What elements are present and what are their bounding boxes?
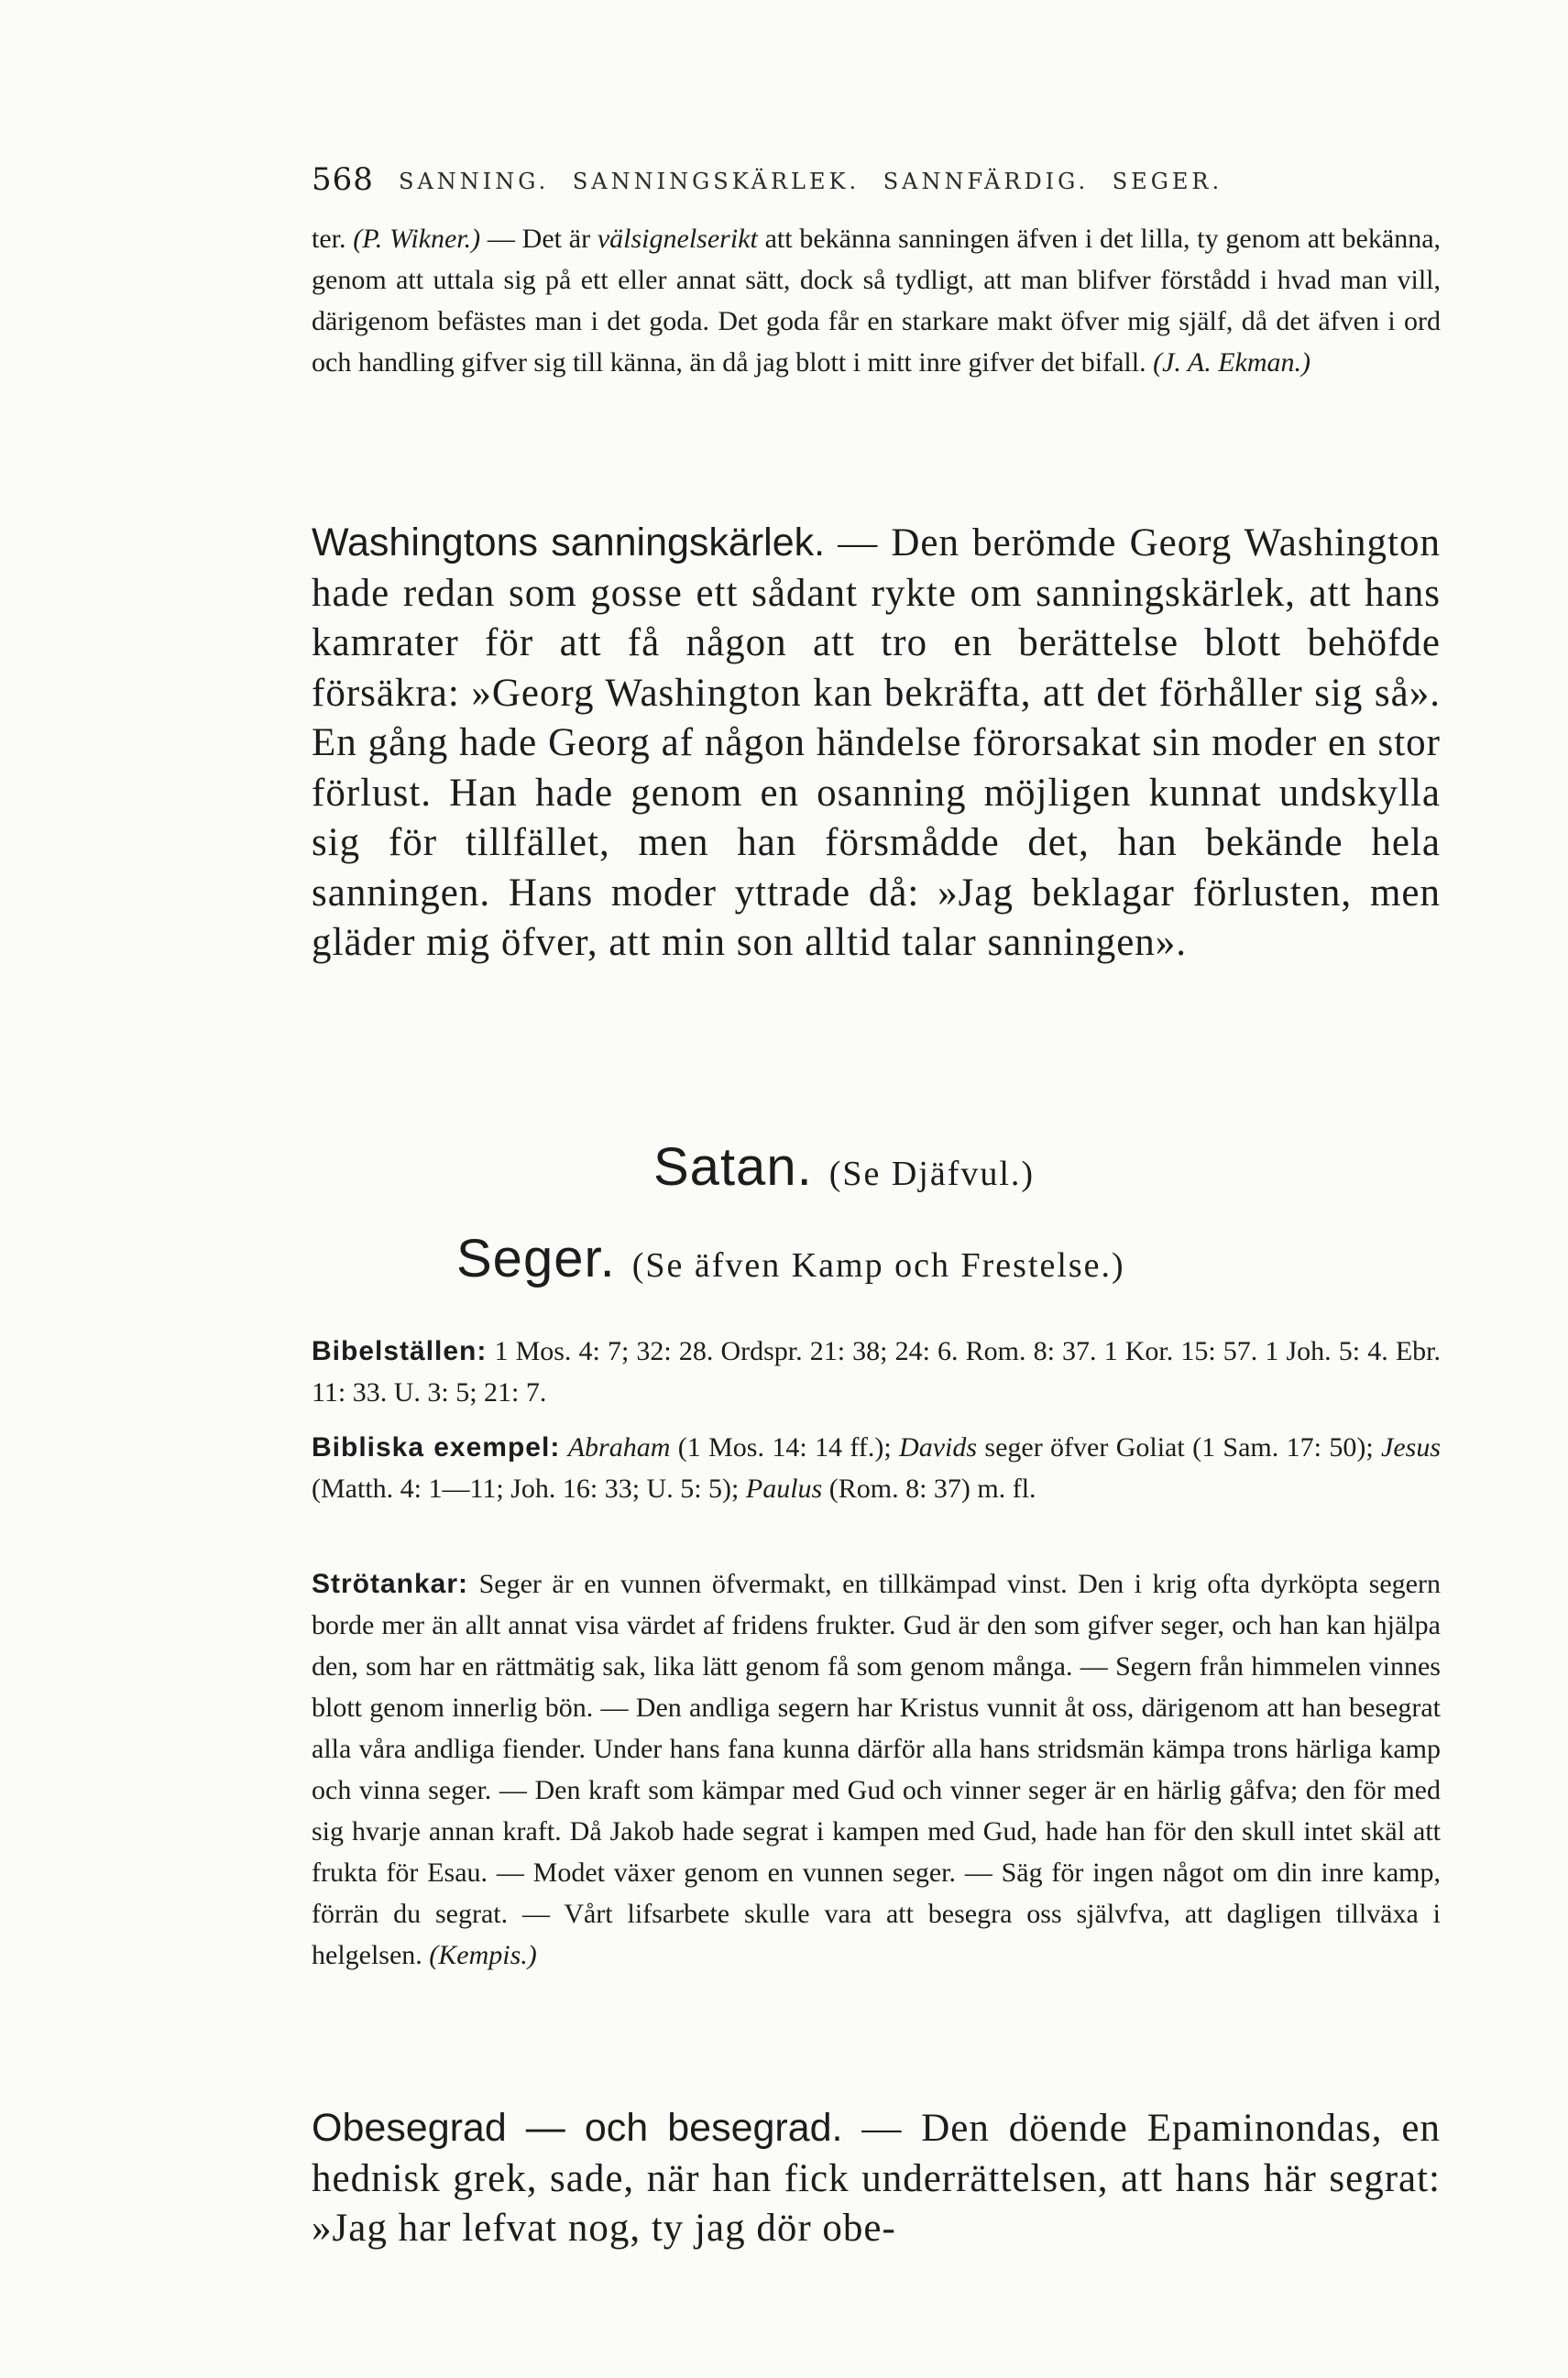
strotankar-label: Strötankar:: [312, 1569, 469, 1599]
strotankar-text: Seger är en vunnen öfvermakt, en tillkämpad vinst. Den i krig ofta dyrköpta segern borde mer än allt annat visa värdet af fridens frukter. Gud är den som gifver seger, och han kan hjälpa den, som har en rättmätig sak, lika lätt genom få som genom många. — Segern från himmelen vinnes blott genom innerlig bön. — Den andliga segern har Kristus vunnit åt oss, därigenom att han besegrat alla våra andliga fiender. Under hans fana kunna därför alla hans stridsmän kämpa trons härliga kamp och vinna seger. — Den kraft som kämpar med Gud och vinner seger är en härlig gåfva; den för med sig hvarje annan kraft. Då Jakob hade segrat i kampen med Gud, hade han för den skull intet skäl att frukta för Esau. — Modet växer genom en vunnen seger. — Säg för ingen något om din inre kamp, förrän du segrat. — Vårt lifsarbete skulle vara att besegra oss självfva, att dagligen tillväxa i helgelsen.: [312, 1569, 1441, 1970]
bibelstallen-paragraph: [312, 1331, 1441, 1413]
emphasized-word: välsignelserikt: [597, 224, 758, 254]
example-text-1: (1 Mos. 14: 14 ff.);: [670, 1432, 900, 1463]
example-abraham: Abraham: [567, 1432, 671, 1463]
example-davids: Davids: [899, 1432, 978, 1463]
seger-section-heading: [312, 1228, 1441, 1289]
satan-cross-reference: (Se Djäfvul.): [828, 1155, 1036, 1193]
obesegrad-heading: Obesegrad — och besegrad.: [312, 2106, 843, 2150]
washington-text: — Den berömde Georg Washington hade redan som gosse ett sådant rykte om sanningskärlek, att hans kamrater för att få någon att tro en berättelse blott behöfde försäkra: »Georg Washington kan bekräfta, att det förhåller sig så». En gång hade Georg af någon händelse förorsakat sin moder en stor förlust. Han hade genom en osanning möjligen kunnat undskylla sig för tillfället, men han försmådde det, han bekände hela sanningen. Hans moder yttrade då: »Jag beklagar förlusten, men gläder mig öfver, att min son alltid talar sanningen».: [312, 521, 1441, 964]
example-jesus: Jesus: [1381, 1432, 1442, 1463]
obesegrad-paragraph: [312, 2103, 1441, 2254]
washington-heading: Washingtons sanningskärlek.: [312, 521, 826, 564]
intro-text: — Det är: [480, 224, 598, 254]
satan-title: Satan.: [653, 1137, 813, 1197]
strotankar-paragraph: [312, 1563, 1441, 1976]
page-header: [312, 161, 1441, 207]
seger-title: Seger.: [456, 1229, 616, 1288]
author-wikner: (P. Wikner.): [353, 224, 481, 254]
obesegrad-text: — Den döende Epaminondas, en hednisk grek, sade, när han fick underrättelsen, att hans här segrat: »Jag har lefvat nog, ty jag dör obe-: [312, 2107, 1441, 2250]
satan-section-heading: [312, 1136, 1441, 1198]
intro-text-start: ter.: [312, 224, 346, 254]
page-number: 568: [312, 161, 374, 198]
author-ekman: (J. A. Ekman.): [1153, 347, 1310, 378]
example-text-4: (Rom. 8: 37) m. fl.: [822, 1474, 1036, 1504]
seger-cross-reference: (Se äfven Kamp och Frestelse.): [631, 1246, 1125, 1285]
bibelstallen-text: 1 Mos. 4: 7; 32: 28. Ordspr. 21: 38; 24: 6. Rom. 8: 37. 1 Kor. 15: 57. 1 Joh. 5: 4. Ebr. 11: 33. U. 3: 5; 21: 7.: [312, 1336, 1441, 1408]
washington-paragraph: [312, 518, 1441, 969]
intro-text-cont: att bekänna sanningen äfven i det lilla, ty genom att bekänna, genom att uttala sig på ett eller annat sätt, dock så tydligt, att man blifver förstådd i hvad man vill, därigenom befästes man i det goda. Det goda får en starkare makt öfver mig själf, då det äfven i ord och handling gifver sig till känna, än då jag blott i mitt inre gifver det bifall.: [312, 224, 1442, 378]
bibliska-exempel-paragraph: [312, 1427, 1441, 1509]
author-kempis: (Kempis.): [429, 1940, 537, 1970]
example-paulus: Paulus: [745, 1474, 823, 1504]
example-text-3: (Matth. 4: 1—11; Joh. 16: 33; U. 5: 5);: [312, 1474, 746, 1504]
example-text-2: seger öfver Goliat (1 Sam. 17: 50);: [977, 1432, 1382, 1463]
bibliska-exempel-label: Bibliska exempel:: [312, 1432, 561, 1463]
intro-paragraph: [312, 218, 1441, 383]
running-title: SANNING. SANNINGSKÄRLEK. SANNFÄRDIG. SEGER.: [399, 169, 1223, 194]
bibelstallen-label: Bibelställen:: [312, 1336, 488, 1366]
